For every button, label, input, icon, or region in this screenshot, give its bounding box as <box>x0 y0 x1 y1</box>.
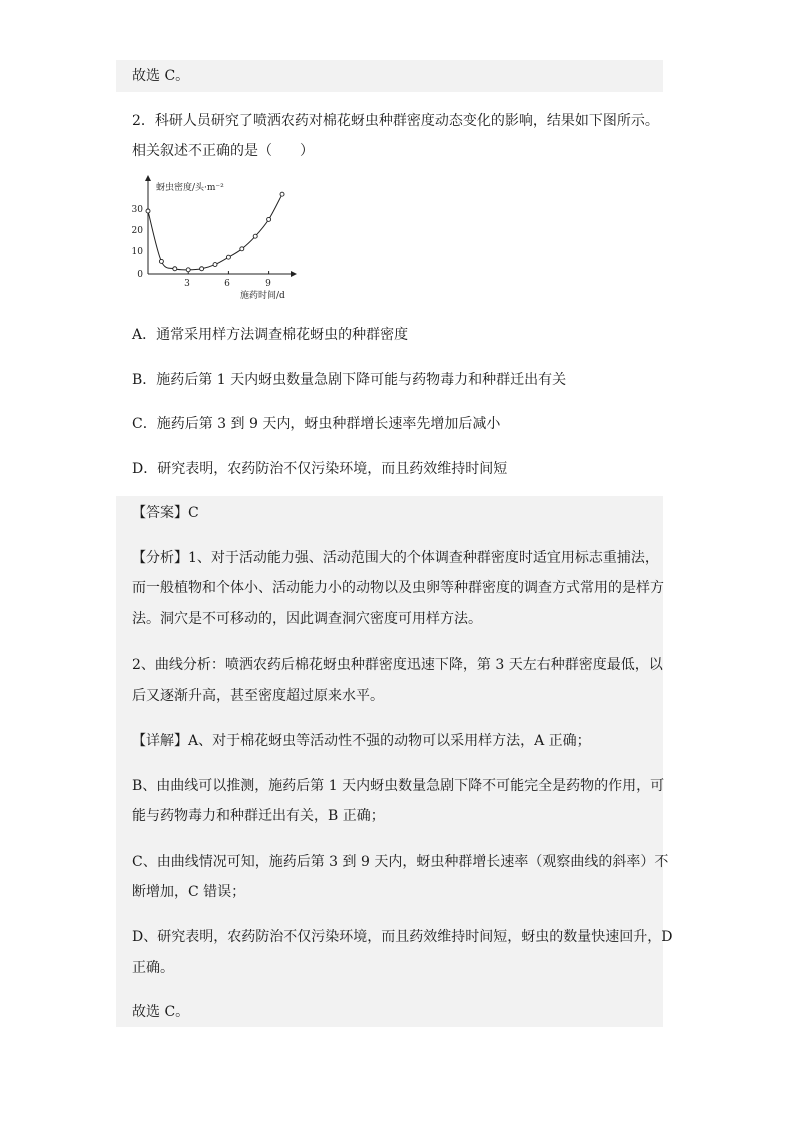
option-c: C．施药后第 3 到 9 天内，蚜虫种群增长速率先增加后减小 <box>132 416 501 432</box>
explanation-c-1: C、由曲线情况可知，施药后第 3 到 9 天内，蚜虫种群增长速率（观察曲线的斜率）不 <box>132 854 669 870</box>
option-d: D．研究表明，农药防治不仅污染环境，而且药效维持时间短 <box>132 461 508 477</box>
conclusion: 故选 C。 <box>132 1004 190 1020</box>
question-line-2: 相关叙述不正确的是（ ） <box>132 143 314 159</box>
data-point <box>280 192 284 196</box>
density-curve <box>148 194 282 270</box>
y-tick-0: 0 <box>137 270 143 280</box>
data-point <box>240 247 244 251</box>
analysis-line-2: 而一般植物和个体小、活动能力小的动物以及虫卵等种群密度的调查方式常用的是样方 <box>132 580 664 596</box>
data-point <box>226 255 230 259</box>
data-point <box>200 267 204 271</box>
x-tick-6: 6 <box>224 279 230 289</box>
analysis-line-3: 法。洞穴是不可移动的，因此调查洞穴密度可用样方法。 <box>132 611 482 627</box>
answer: 【答案】C <box>132 505 199 521</box>
explanation-b-1: B、由曲线可以推测，施药后第 1 天内蚜虫数量急剧下降不可能完全是药物的作用，可 <box>132 778 665 794</box>
explanation-d-2: 正确。 <box>132 960 174 976</box>
explanation-b-2: 能与药物毒力和种群迁出有关，B 正确； <box>132 808 385 824</box>
explanation-c-2: 断增加，C 错误； <box>132 884 246 900</box>
explanation-a: 【详解】A、对于棉花蚜虫等活动性不强的动物可以采用样方法，A 正确； <box>132 733 591 749</box>
prev-conclusion-block <box>116 60 663 92</box>
y-axis-label: 蚜虫密度/头·m⁻² <box>156 183 224 193</box>
question-line-1: 2．科研人员研究了喷洒农药对棉花蚜虫种群密度动态变化的影响，结果如下图所示。 <box>132 113 659 129</box>
analysis-line-1: 【分析】1、对于活动能力强、活动范围大的个体调查种群密度时适宜用标志重捕法， <box>132 550 659 566</box>
data-point <box>267 217 271 221</box>
data-point <box>159 259 163 263</box>
x-tick-9: 9 <box>265 279 271 289</box>
data-point <box>253 234 257 238</box>
y-tick-30: 30 <box>131 205 143 215</box>
answer-block <box>116 496 663 1027</box>
option-b: B．施药后第 1 天内蚜虫数量急剧下降可能与药物毒力和种群迁出有关 <box>132 372 567 388</box>
analysis-line-4: 2、曲线分析：喷洒农药后棉花蚜虫种群密度迅速下降，第 3 天左右种群密度最低，以 <box>132 657 663 673</box>
data-point <box>213 263 217 267</box>
x-axis-label: 施药时间/d <box>240 291 285 301</box>
x-tick-3: 3 <box>184 279 190 289</box>
aphid-density-chart <box>131 172 304 304</box>
analysis-line-5: 后又逐渐升高，甚至密度超过原来水平。 <box>132 688 384 704</box>
option-a: A．通常采用样方法调查棉花蚜虫的种群密度 <box>132 327 409 343</box>
y-tick-20: 20 <box>131 226 143 236</box>
data-point <box>146 209 150 213</box>
explanation-d-1: D、研究表明，农药防治不仅污染环境，而且药效维持时间短，蚜虫的数量快速回升，D <box>132 929 673 945</box>
data-point <box>173 267 177 271</box>
data-point <box>186 268 190 272</box>
y-tick-10: 10 <box>131 247 143 257</box>
prev-conclusion: 故选 C。 <box>132 68 190 84</box>
